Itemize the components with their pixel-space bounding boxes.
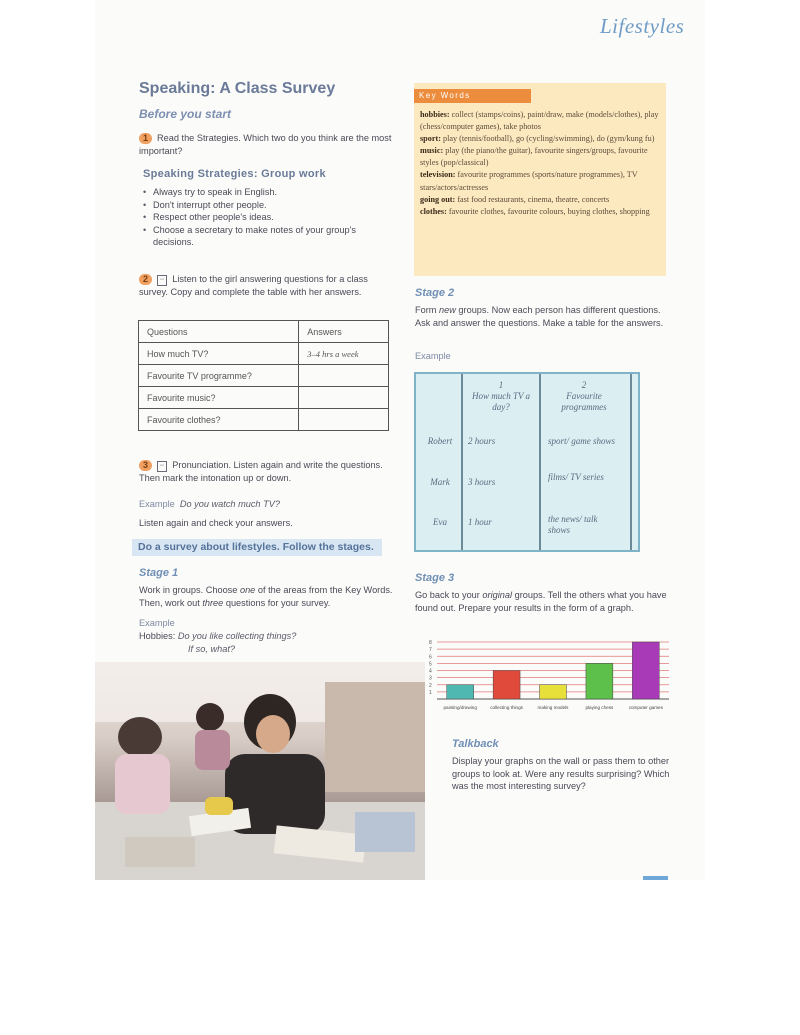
stage-3-text-a: Go back to your <box>415 590 483 600</box>
audio-icon: ◦◦ <box>157 275 167 286</box>
answer-cell <box>299 409 389 431</box>
chart-y-tick-label: 4 <box>429 668 432 675</box>
table-header: Answers <box>299 321 389 343</box>
stage-1-text-a: Work in groups. Choose <box>139 585 240 595</box>
survey-banner-text: Do a survey about lifestyles. Follow the stages. <box>138 541 374 553</box>
exercise-3-text: Pronunciation. Listen again and write the questions. Then mark the intonation up or down. <box>139 460 383 483</box>
strategy-item: • Don't interrupt other people. <box>143 199 393 212</box>
strategies-list <box>143 186 393 249</box>
chart-category-label: playing chess <box>585 705 614 710</box>
stage-1-example-label: Example <box>139 618 175 628</box>
stage-3-title: Stage 3 <box>415 572 455 584</box>
row-value: 2 hours <box>468 436 496 446</box>
before-you-start-heading: Before you start <box>139 107 232 121</box>
exercise-1-text: Read the Strategies. Which two do you think are the most important? <box>139 133 392 156</box>
stage-3-text <box>415 589 667 614</box>
key-word-text: fast food restaurants, cinema, theatre, concerts <box>457 194 610 204</box>
photo-illustration <box>95 662 425 880</box>
stage-1-text-em: one <box>239 585 256 595</box>
table-row <box>139 321 389 343</box>
table-divider <box>630 374 632 550</box>
example-survey-table <box>414 372 640 552</box>
key-words-body <box>420 109 664 218</box>
question-cell: Favourite music? <box>139 387 299 409</box>
chart-bar <box>586 663 613 699</box>
stage-2-title: Stage 2 <box>415 287 455 299</box>
chart-y-tick-label: 7 <box>429 647 432 654</box>
results-bar-chart <box>427 638 677 712</box>
classroom-photo <box>95 662 425 880</box>
stage-2-text <box>415 304 667 329</box>
stage-1-text-b: of the areas from the Key Words. Then, work out <box>139 585 393 608</box>
stage-2-text-em: new <box>439 305 456 315</box>
question-cell: Favourite TV programme? <box>139 365 299 387</box>
key-word-text: favourite clothes, favourite colours, buying clothes, shopping <box>448 206 650 216</box>
chart-y-tick-label: 1 <box>429 689 432 696</box>
row-name: Robert <box>427 436 453 446</box>
key-word-text: play (tennis/football), go (cycling/swimming), do (gym/kung fu) <box>442 134 655 144</box>
row-name: Mark <box>430 477 450 487</box>
stage-1-text-em: three <box>202 597 224 608</box>
question-cell: Favourite clothes? <box>139 409 299 431</box>
table-row <box>139 343 389 365</box>
exercise-2 <box>139 273 389 299</box>
key-word-entry <box>420 169 664 193</box>
row-value: 3 hours <box>468 477 496 487</box>
stage-2-text-b: groups. Now each person has different questions. Ask and answer the questions. Make a table for the answers. <box>415 305 664 328</box>
example-question: Do you like collecting things? <box>177 631 297 641</box>
page-title: Speaking: A Class Survey <box>139 80 336 97</box>
answer-cell <box>299 387 389 409</box>
chart-bar <box>632 642 659 699</box>
stage-1-example <box>139 630 296 643</box>
exercise-2-text: Listen to the girl answering questions for a class survey. Copy and complete the table with her answers. <box>139 274 368 297</box>
chart-y-tick-label: 2 <box>429 682 432 689</box>
key-word-entry <box>420 206 664 218</box>
stage-2-text-a: Form <box>415 305 439 315</box>
column-number: 1 <box>498 380 504 390</box>
talkback-text: Display your graphs on the wall or pass them to other groups to look at. Were any results surprising? Which was the most interesting survey? <box>452 756 670 791</box>
column-title: How much TV a day? <box>471 391 531 412</box>
chart-bar <box>540 685 567 699</box>
page-corner-tab <box>643 876 668 880</box>
key-words-tab: Key Words <box>414 89 531 103</box>
stage-1-text <box>139 584 394 609</box>
strategy-item: • Respect other people's ideas. <box>143 211 393 224</box>
exercise-3-example <box>139 498 280 511</box>
exercise-number: 3 <box>139 460 152 471</box>
example-question: Do you watch much TV? <box>179 499 280 509</box>
stage-2-example-label: Example <box>415 351 451 361</box>
answer-cell <box>299 365 389 387</box>
stage-3-text-em: original <box>482 590 513 600</box>
table-header: Questions <box>139 321 299 343</box>
chart-y-tick-label: 8 <box>429 640 432 646</box>
key-word-label: going out: <box>420 194 456 204</box>
answer-cell: 3–4 hrs a week <box>299 343 389 365</box>
key-word-label: music: <box>420 146 444 156</box>
key-word-label: clothes: <box>420 206 447 216</box>
row-value: films/ TV series <box>548 472 604 482</box>
key-word-label: hobbies: <box>420 110 450 119</box>
example-label: Example <box>139 499 175 509</box>
column-header <box>544 380 624 413</box>
chart-bar <box>447 685 474 699</box>
key-word-entry <box>420 194 664 206</box>
table-divider <box>539 374 541 550</box>
table-row <box>139 365 389 387</box>
questions-answers-table <box>138 320 389 431</box>
exercise-number: 1 <box>139 133 152 144</box>
chart-category-label: painting/drawing <box>443 705 477 710</box>
row-value: sport/ game shows <box>548 436 616 446</box>
key-word-text: favourite programmes (sports/nature programmes), TV stars/actors/actresses <box>420 170 638 192</box>
key-words-box <box>414 83 666 276</box>
table-divider <box>461 374 463 550</box>
key-word-label: television: <box>420 170 456 180</box>
example-prefix: Hobbies: <box>139 631 176 641</box>
key-word-text: play (the piano/the guitar), favourite singers/groups, favourite styles (pop/classical) <box>420 146 648 168</box>
chart-y-tick-label: 3 <box>429 675 432 682</box>
chart-category-label: computer games <box>628 705 663 710</box>
exercise-1 <box>139 132 397 157</box>
survey-banner <box>132 539 382 556</box>
exercise-number: 2 <box>139 274 152 285</box>
row-value: the news/ talk shows <box>548 514 598 535</box>
chart-category-label: collecting things <box>490 705 523 710</box>
column-header <box>466 380 536 413</box>
key-word-text: collect (stamps/coins), paint/draw, make (models/clothes), play (chess/computer games), take photos <box>420 110 659 132</box>
chart-y-tick-label: 5 <box>429 661 432 668</box>
chart-bar <box>493 671 520 700</box>
stage-3-text-b: groups. Tell the others what you have found out. Prepare your results in the form of a graph. <box>415 590 667 613</box>
strategies-title: Speaking Strategies: Group work <box>143 168 326 180</box>
check-answers-text: Listen again and check your answers. <box>139 518 293 528</box>
key-word-label: sport: <box>420 134 441 144</box>
talkback-title: Talkback <box>452 738 499 750</box>
strategy-item: • Choose a secretary to make notes of your group's decisions. <box>143 224 393 249</box>
key-word-entry <box>420 109 664 133</box>
chart-y-tick-label: 6 <box>429 654 432 661</box>
row-name: Eva <box>433 517 447 527</box>
row-value: 1 hour <box>468 517 492 527</box>
stage-1-title: Stage 1 <box>139 567 179 579</box>
stage-1-text-c: questions for your survey. <box>223 597 331 608</box>
table-row <box>139 409 389 431</box>
column-number: 2 <box>581 380 587 390</box>
table-row <box>139 387 389 409</box>
strategy-item: • Always try to speak in English. <box>143 186 393 199</box>
chart-category-label: making models <box>537 705 569 710</box>
audio-icon: ◦◦ <box>157 461 167 472</box>
key-word-entry <box>420 145 664 169</box>
column-title: Favourite programmes <box>561 391 607 412</box>
question-cell: How much TV? <box>139 343 299 365</box>
example-question-2: If so, what? <box>188 644 235 654</box>
exercise-3 <box>139 459 391 485</box>
section-title: Lifestyles <box>600 14 685 38</box>
key-word-entry <box>420 133 664 145</box>
